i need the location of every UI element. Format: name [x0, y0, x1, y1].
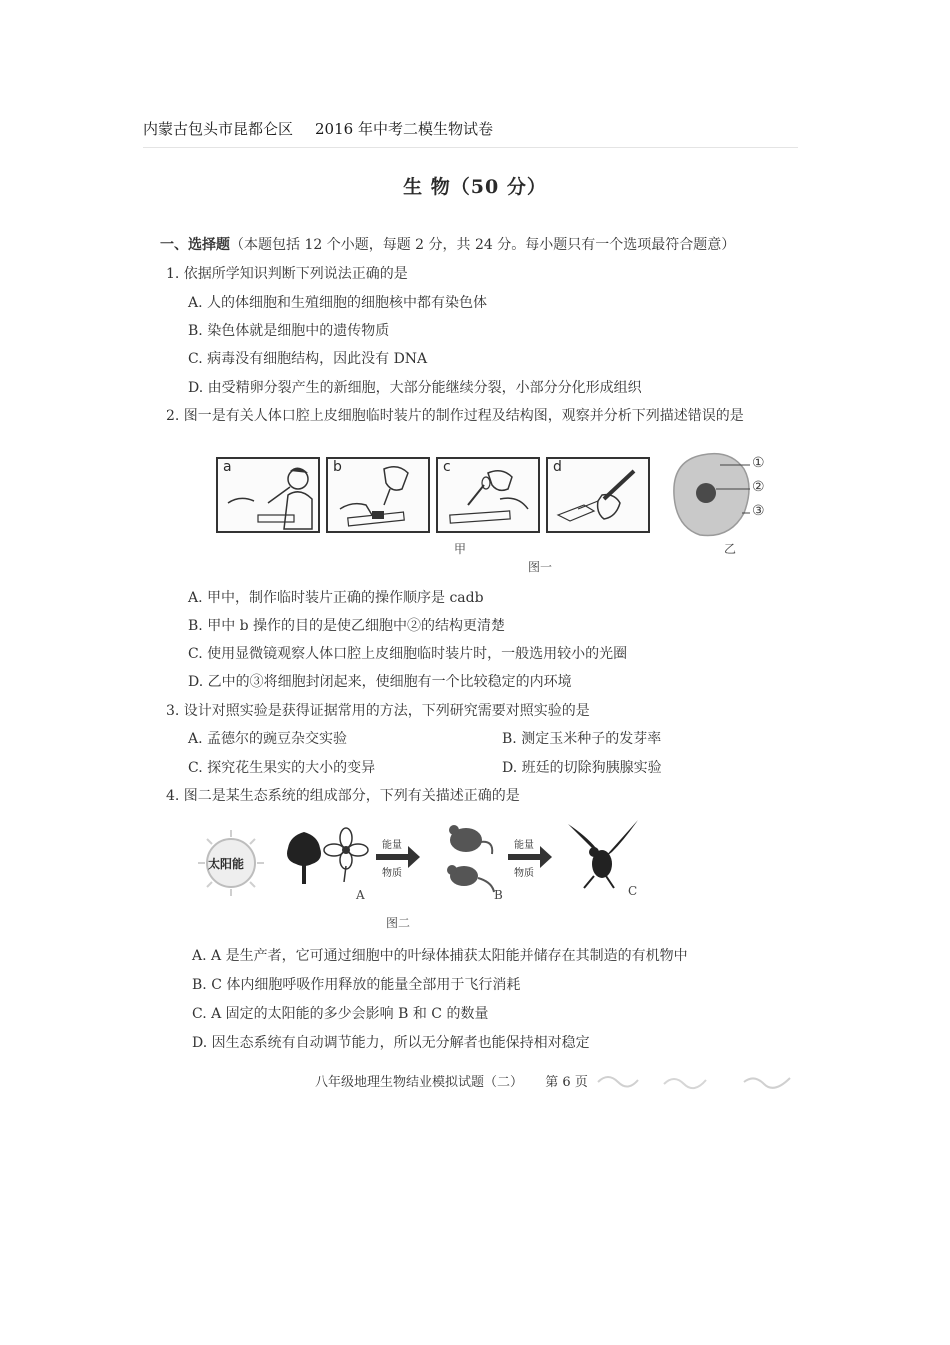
- figure-1-jia-label: 甲: [454, 542, 467, 556]
- dropper-water-illustration: [438, 459, 538, 531]
- q4-option-c: C. A 固定的太阳能的多少会影响 B 和 C 的数量: [192, 1006, 489, 1022]
- letter-b: B: [494, 888, 503, 902]
- q3-option-d: D. 班廷的切除狗胰腺实验: [502, 760, 662, 776]
- scrape-cheek-illustration: [218, 459, 318, 531]
- header-exam-title: 2016 年中考二模生物试卷: [315, 120, 493, 138]
- document-header: [143, 118, 493, 139]
- figure-1-jia: [216, 457, 656, 537]
- arrow-1-bottom-label: 物质: [382, 868, 402, 879]
- eagle-icon: [564, 818, 640, 890]
- q4-option-a: A. A 是生产者，它可通过细胞中的叶绿体捕获太阳能并储存在其制造的有机物中: [192, 948, 688, 964]
- q3-option-a: A. 孟德尔的豌豆杂交实验: [188, 731, 348, 747]
- panel-a: [216, 457, 320, 533]
- q1-option-b: B. 染色体就是细胞中的遗传物质: [188, 323, 390, 339]
- arrow-2-bottom-label: 物质: [514, 868, 534, 879]
- figure-2-caption: 图二: [386, 916, 411, 930]
- panel-a-label: a: [223, 459, 232, 475]
- q4-option-d: D. 因生态系统有自动调节能力，所以无分解者也能保持相对稳定: [192, 1035, 590, 1051]
- stain-slide-illustration: [328, 459, 428, 531]
- panel-b: [326, 457, 430, 533]
- page-title: 生 物（50 分）: [403, 176, 547, 198]
- page-footer: [315, 1071, 588, 1090]
- q4-stem: 4. 图二是某生态系统的组成部分，下列有关描述正确的是: [166, 788, 520, 804]
- rodents-icon: [434, 820, 498, 896]
- q3-option-b: B. 测定玉米种子的发芽率: [502, 731, 662, 747]
- q2-option-b: B. 甲中 b 操作的目的是使乙细胞中②的结构更清楚: [188, 618, 506, 634]
- q2-stem: 2. 图一是有关人体口腔上皮细胞临时装片的制作过程及结构图，观察并分析下列描述错误的是: [166, 408, 744, 424]
- arrow-1-top-label: 能量: [382, 840, 402, 851]
- cell-diagram-yi: [668, 447, 788, 547]
- panel-d: [546, 457, 650, 533]
- sun-label: 太阳能: [208, 857, 245, 871]
- section-note: （本题包括 12 个小题，每题 2 分，共 24 分。每小题只有一个选项最符合题意）: [230, 237, 736, 253]
- footer-exam-name: 八年级地理生物结业模拟试题（二）: [315, 1075, 524, 1090]
- section-heading-label: 一、选择题: [160, 237, 230, 253]
- q2-option-c: C. 使用显微镜观察人体口腔上皮细胞临时装片时，一般选用较小的光圈: [188, 646, 628, 662]
- flower-icon: [322, 826, 370, 882]
- oral-epithelial-cell-illustration: [668, 447, 788, 547]
- q1-option-a: A. 人的体细胞和生殖细胞的细胞核中都有染色体: [188, 295, 488, 311]
- arrow-2-top-label: 能量: [514, 840, 534, 851]
- tree-icon: [284, 830, 324, 886]
- cell-label-1: ①: [752, 455, 765, 471]
- panel-b-label: b: [333, 459, 342, 475]
- q1-option-d: D. 由受精卵分裂产生的新细胞，大部分能继续分裂，小部分分化形成组织: [188, 380, 642, 396]
- header-divider: [143, 147, 798, 148]
- letter-a: A: [356, 888, 365, 902]
- panel-d-label: d: [553, 459, 562, 475]
- header-region: 内蒙古包头市昆都仑区: [143, 120, 294, 138]
- q4-option-b: B. C 体内细胞呼吸作用释放的能量全部用于飞行消耗: [192, 977, 521, 993]
- figure-1-caption: 图一: [528, 560, 553, 574]
- q2-option-d: D. 乙中的③将细胞封闭起来，使细胞有一个比较稳定的内环境: [188, 674, 572, 690]
- cell-diagram-yi-label: 乙: [724, 542, 737, 556]
- cell-label-3: ③: [752, 503, 765, 519]
- q1-stem: 1. 依据所学知识判断下列说法正确的是: [166, 266, 408, 282]
- letter-c: C: [628, 884, 638, 898]
- cell-label-2: ②: [752, 479, 765, 495]
- panel-c: [436, 457, 540, 533]
- q1-option-c: C. 病毒没有细胞结构，因此没有 DNA: [188, 351, 428, 367]
- q3-stem: 3. 设计对照实验是获得证据常用的方法，下列研究需要对照实验的是: [166, 703, 590, 719]
- scan-smudge-decoration: [594, 1066, 804, 1092]
- q2-option-a: A. 甲中，制作临时装片正确的操作顺序是 cadb: [188, 590, 484, 606]
- figure-2-ecosystem: [196, 818, 656, 908]
- footer-page-number: 第 6 页: [545, 1075, 588, 1090]
- panel-c-label: c: [443, 459, 451, 475]
- q3-option-c: C. 探究花生果实的大小的变异: [188, 760, 376, 776]
- section-heading: [160, 234, 735, 254]
- cover-slip-illustration: [548, 459, 648, 531]
